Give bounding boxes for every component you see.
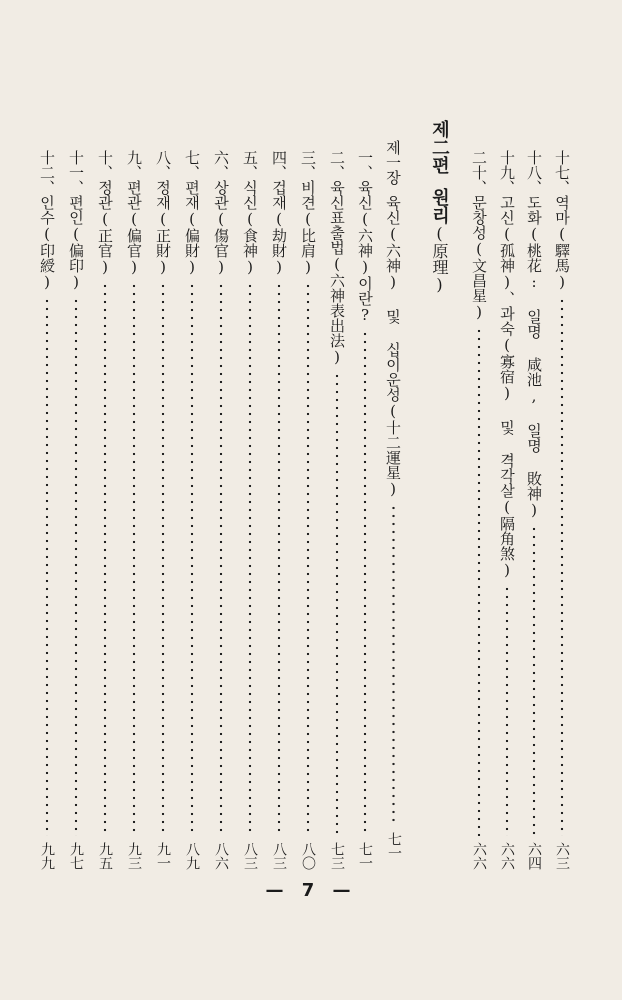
entry-page: 六三 bbox=[554, 842, 570, 870]
entry-title: 겁재(劫財) bbox=[270, 180, 288, 276]
leader-dots bbox=[523, 525, 545, 836]
entry-page: 八三 bbox=[271, 842, 287, 870]
entry-title: 비견(比肩) bbox=[299, 180, 317, 276]
leader-dots bbox=[123, 282, 145, 836]
entry-title: 식신(食神) bbox=[241, 180, 259, 276]
leader-dots bbox=[326, 372, 348, 836]
toc-entry bbox=[123, 150, 145, 870]
toc-entry bbox=[297, 150, 319, 870]
entry-number: 二、 bbox=[328, 150, 346, 180]
toc-entry bbox=[36, 150, 58, 870]
entry-number: 十、 bbox=[96, 150, 114, 180]
entry-page: 八三 bbox=[242, 842, 258, 870]
toc-entry bbox=[94, 150, 116, 870]
toc-entry bbox=[181, 150, 203, 870]
chapter-entry bbox=[383, 140, 404, 860]
entry-page: 八〇 bbox=[300, 842, 316, 870]
entry-number: 十二、 bbox=[38, 150, 56, 195]
entry-title: 인수(印綬) bbox=[38, 195, 56, 291]
entry-page: 八六 bbox=[213, 842, 229, 870]
entry-number: 四、 bbox=[270, 150, 288, 180]
entry-number: 五、 bbox=[241, 150, 259, 180]
leader-dots bbox=[210, 282, 232, 836]
toc-entry bbox=[326, 150, 348, 870]
part-title: 원리 bbox=[429, 188, 450, 224]
entry-number: 九、 bbox=[125, 150, 143, 180]
toc-entry bbox=[523, 150, 545, 870]
entry-number: 一、 bbox=[356, 150, 374, 180]
leader-dots bbox=[239, 282, 261, 836]
page-number: — 7 — bbox=[265, 880, 357, 901]
entry-number: 十八、 bbox=[525, 150, 543, 195]
entry-page: 九九 bbox=[39, 842, 55, 870]
entry-page: 八九 bbox=[184, 842, 200, 870]
entry-number: 十七、 bbox=[553, 150, 571, 195]
entry-title: 편인(偏印) bbox=[67, 195, 85, 291]
leader-dots bbox=[297, 282, 319, 836]
leader-dots bbox=[36, 297, 58, 836]
entry-number: 三、 bbox=[299, 150, 317, 180]
entry-number: 七、 bbox=[183, 150, 201, 180]
leader-dots bbox=[181, 282, 203, 836]
toc-entry bbox=[354, 150, 376, 870]
entry-title: 고신(孤神)、과숙(寡宿) 및 격각살(隔角煞) bbox=[498, 195, 516, 579]
entry-title: 정관(正官) bbox=[96, 180, 114, 276]
leader-dots bbox=[94, 282, 116, 836]
toc-entry bbox=[551, 150, 573, 870]
entry-page: 七三 bbox=[329, 842, 345, 870]
toc-entry bbox=[65, 150, 87, 870]
entry-page: 九一 bbox=[155, 842, 171, 870]
leader-dots bbox=[383, 504, 404, 826]
entry-number: 十一、 bbox=[67, 150, 85, 195]
entry-page: 六四 bbox=[526, 842, 542, 870]
entry-title: 육신표출법(六神表出法) bbox=[328, 180, 346, 366]
leader-dots bbox=[268, 282, 290, 836]
entry-title: 육신(六神)이란? bbox=[356, 180, 374, 324]
entry-page: 六六 bbox=[499, 842, 515, 870]
toc-entry bbox=[152, 150, 174, 870]
part-heading bbox=[426, 120, 452, 294]
entry-number: 二十、 bbox=[470, 150, 488, 195]
entry-title: 정재(正財) bbox=[154, 180, 172, 276]
leader-dots bbox=[551, 297, 573, 836]
toc-entry bbox=[496, 150, 518, 870]
part-label: 제二편 bbox=[429, 120, 450, 174]
toc-entry bbox=[210, 150, 232, 870]
leader-dots bbox=[354, 330, 376, 836]
entry-page: 九五 bbox=[97, 842, 113, 870]
toc-entry bbox=[468, 150, 490, 870]
entry-page: 九七 bbox=[68, 842, 84, 870]
entry-title: 상관(傷官) bbox=[212, 180, 230, 276]
chapter-page: 七一 bbox=[386, 832, 402, 860]
entry-number: 十九、 bbox=[498, 150, 516, 195]
leader-dots bbox=[496, 585, 518, 836]
toc-entry bbox=[268, 150, 290, 870]
entry-title: 편관(偏官) bbox=[125, 180, 143, 276]
leader-dots bbox=[65, 297, 87, 836]
entry-page: 九三 bbox=[126, 842, 142, 870]
chapter-label: 제一장 bbox=[384, 140, 402, 185]
entry-title: 역마(驛馬) bbox=[553, 195, 571, 291]
leader-dots bbox=[468, 327, 490, 836]
chapter-title: 육신(六神) 및 십이운성(十二運星) bbox=[384, 195, 402, 498]
entry-page: 七一 bbox=[357, 842, 373, 870]
toc-entry bbox=[239, 150, 261, 870]
entry-title: 편재(偏財) bbox=[183, 180, 201, 276]
entry-page: 六六 bbox=[471, 842, 487, 870]
part-title-hanja: (原理) bbox=[430, 224, 449, 294]
leader-dots bbox=[152, 282, 174, 836]
entry-title: 문창성(文昌星) bbox=[470, 195, 488, 321]
entry-number: 六、 bbox=[212, 150, 230, 180]
entry-title: 도화(桃花: 일명 咸池, 일명 敗神) bbox=[525, 195, 543, 519]
entry-number: 八、 bbox=[154, 150, 172, 180]
